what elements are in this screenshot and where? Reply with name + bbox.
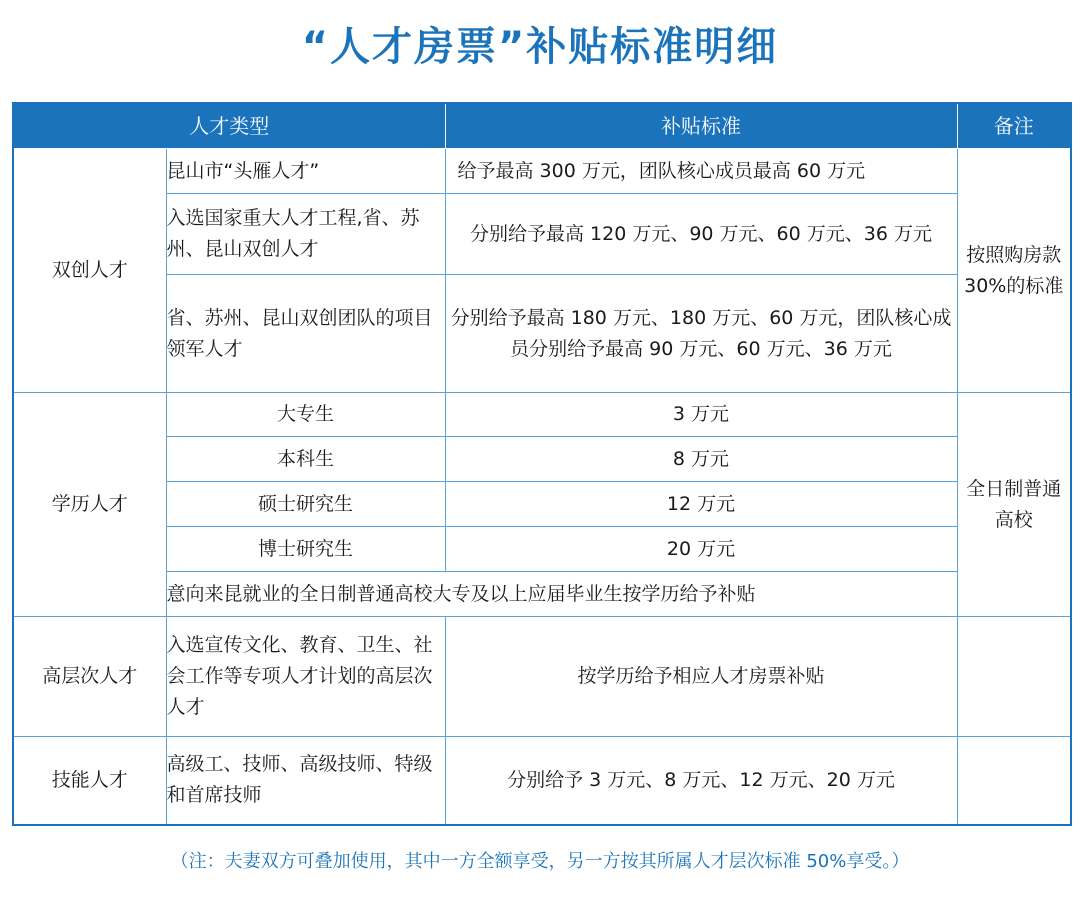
standard-cell: 12 万元 <box>445 482 957 527</box>
page-title: “人才房票”补贴标准明细 <box>301 24 779 70</box>
table-row <box>13 572 1071 617</box>
header-subsidy-standard: 补贴标准 <box>445 103 957 149</box>
table-row <box>13 149 1071 194</box>
table-row <box>13 194 1071 275</box>
note-empty <box>957 737 1071 825</box>
category-shuangchuang: 双创人才 <box>13 149 166 393</box>
table-row <box>13 617 1071 737</box>
standard-cell: 20 万元 <box>445 527 957 572</box>
category-jineng: 技能人才 <box>13 737 166 825</box>
table-row <box>13 393 1071 437</box>
talent-type-cell: 硕士研究生 <box>166 482 445 527</box>
note-xueli: 全日制普通高校 <box>957 393 1071 617</box>
talent-type-cell: 昆山市“头雁人才” <box>166 149 445 194</box>
talent-type-cell: 入选国家重大人才工程,省、苏州、昆山双创人才 <box>166 194 445 275</box>
subsidy-table <box>12 102 1072 826</box>
talent-type-cell: 高级工、技师、高级技师、特级和首席技师 <box>166 737 445 825</box>
talent-type-cell: 博士研究生 <box>166 527 445 572</box>
xueli-remark-cell: 意向来昆就业的全日制普通高校大专及以上应届毕业生按学历给予补贴 <box>166 572 957 617</box>
standard-cell: 按学历给予相应人才房票补贴 <box>445 617 957 737</box>
standard-cell: 分别给予最高 120 万元、90 万元、60 万元、36 万元 <box>445 194 957 275</box>
table-header-row <box>13 103 1071 149</box>
note-shuangchuang: 按照购房款 30%的标准 <box>957 149 1071 393</box>
talent-type-cell: 本科生 <box>166 437 445 482</box>
category-gaocengci: 高层次人才 <box>13 617 166 737</box>
category-xueli: 学历人才 <box>13 393 166 617</box>
table-row <box>13 437 1071 482</box>
standard-cell: 8 万元 <box>445 437 957 482</box>
standard-cell: 给予最高 300 万元，团队核心成员最高 60 万元 <box>445 149 957 194</box>
table-row <box>13 737 1071 825</box>
talent-type-cell: 大专生 <box>166 393 445 437</box>
standard-cell: 分别给予最高 180 万元、180 万元、60 万元，团队核心成员分别给予最高 90 万元、60 万元、36 万元 <box>445 275 957 393</box>
header-talent-type: 人才类型 <box>13 103 445 149</box>
standard-cell: 3 万元 <box>445 393 957 437</box>
talent-type-cell: 入选宣传文化、教育、卫生、社会工作等专项人才计划的高层次人才 <box>166 617 445 737</box>
table-row <box>13 527 1071 572</box>
footnote: （注：夫妻双方可叠加使用，其中一方全额享受，另一方按其所属人才层次标准 50%享受。） <box>170 851 910 872</box>
table-row <box>13 275 1071 393</box>
note-empty <box>957 617 1071 737</box>
standard-cell: 分别给予 3 万元、8 万元、12 万元、20 万元 <box>445 737 957 825</box>
header-remarks: 备注 <box>957 103 1071 149</box>
table-row <box>13 482 1071 527</box>
talent-type-cell: 省、苏州、昆山双创团队的项目领军人才 <box>166 275 445 393</box>
